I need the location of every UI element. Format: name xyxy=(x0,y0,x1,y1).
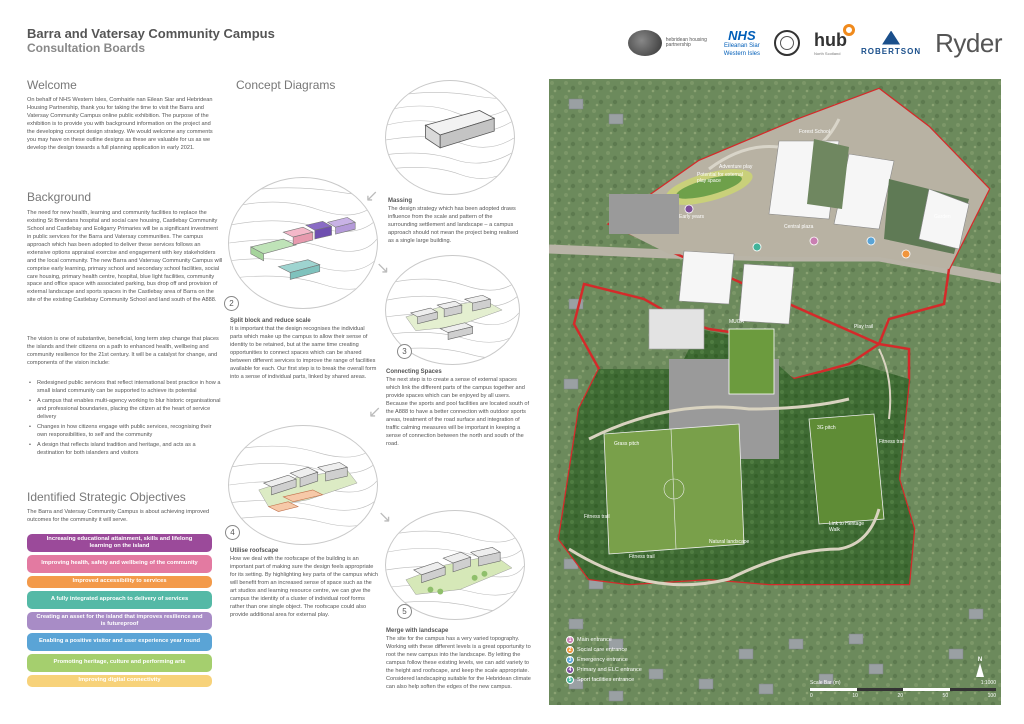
map-label-grass-pitch: Grass pitch xyxy=(614,441,640,447)
nhs-mark: NHS xyxy=(728,28,756,44)
merge-landscape-sketch xyxy=(386,511,524,619)
legend-marker: 4 xyxy=(566,666,574,674)
council-crest-icon xyxy=(774,30,800,56)
legend-item xyxy=(566,656,642,664)
concept-title-4: Utilise roofscape xyxy=(230,548,279,554)
map-label-early-years: Early years xyxy=(679,214,705,220)
robertson-text: ROBERTSON xyxy=(861,46,922,56)
north-arrow-icon xyxy=(976,663,984,677)
hhp-logo xyxy=(628,30,710,56)
concept-text-2: It is important that the design recognises the individual parts which make up the campus to allow their sense of identity to be retained, but at the same time creating opportunities to connect spaces which can be shared between different services to improve the range of facilities available for each. Our first step is to break the overall form into a sense of individual parts, linked by shared areas. xyxy=(230,326,377,380)
vision-item: • Redesigned public services that reflect international best practice in how a small island community can be supported to achieve its potential xyxy=(27,380,223,396)
background-heading: Background xyxy=(27,190,92,204)
map-label-forest-school: Forest School xyxy=(799,129,830,135)
ryder-logo: Ryder xyxy=(935,27,1002,58)
site-plan-map xyxy=(549,79,1001,705)
north-label: N xyxy=(977,657,983,663)
objective-bar: Promoting heritage, culture and performing arts xyxy=(27,654,212,672)
concept-heading: Concept Diagrams xyxy=(236,78,336,92)
legend-item xyxy=(566,646,642,654)
hhp-emblem-icon xyxy=(628,30,662,56)
concept-diagram-2 xyxy=(228,177,378,309)
legend-label: Primary and ELC entrance xyxy=(577,667,642,673)
legend-label: Social care entrance xyxy=(577,647,628,653)
objective-bar: Improving health, safety and wellbeing of the community xyxy=(27,555,212,573)
map-label-adventure-play: Adventure play xyxy=(719,164,753,170)
legend-marker: 5 xyxy=(566,676,574,684)
map-label-link: Link to Heritage Walk xyxy=(829,521,865,533)
hub-sub: North Scotland xyxy=(814,51,841,56)
step-number-3: 3 xyxy=(397,344,412,359)
scale-tick: 50 xyxy=(942,693,949,699)
welcome-text: On behalf of NHS Western Isles, Comhairle nan Eilean Siar and Hebridean Housing Partnership, thank you for taking the time to visit the Barra and Vatersay Community Campus online public exhibition. The purpose of the exhibition is to provide you with background information on the project and the developing concept design strategy. We would welcome any comments you may have on these outline designs as these are valuable for us as we develop the design towards a full planning application in early 2021. xyxy=(27,97,213,151)
step-number-2: 2 xyxy=(224,296,239,311)
scale-tick: 100 xyxy=(987,693,996,699)
arrow-icon: ↙ xyxy=(368,404,382,421)
background-paragraph-2: The vision is one of substantive, beneficial, long term step change that places the islands and their citizens on a path to enhanced health, wellbeing and community resilience for the 21st century. It will be a catalyst for change, and components of the vision include: xyxy=(27,336,219,366)
nhs-sub-1: Eileanan Siar xyxy=(724,43,760,50)
legend-label: Sport facilities entrance xyxy=(577,677,635,683)
page-title: Barra and Vatersay Community Campus xyxy=(27,26,275,41)
legend-marker: 2 xyxy=(566,646,574,654)
map-label-fitness-trail-2: Fitness trail xyxy=(879,439,905,445)
map-label-3g-pitch: 3G pitch xyxy=(817,425,836,431)
north-arrow xyxy=(976,657,984,677)
legend-item xyxy=(566,676,642,684)
robertson-mark-icon xyxy=(882,31,900,45)
vision-item: • A campus that enables multi-agency working to blur historic organisational and professional boundaries, placing the citizen at the heart of service delivery xyxy=(27,398,223,422)
arrow-icon: ↙ xyxy=(365,188,379,205)
hub-mark: hub xyxy=(814,30,848,50)
scale-label: Scale Bar (m) xyxy=(810,680,841,686)
objectives-list xyxy=(27,534,212,690)
vision-item: • A design that reflects island tradition and heritage, and acts as a destination for both islanders and visitors xyxy=(27,442,223,458)
scale-tick: 20 xyxy=(897,693,903,699)
map-label-garden: Garden xyxy=(934,214,951,220)
roofscape-sketch xyxy=(229,426,377,544)
hhp-logo-text: hebridean housing partnership xyxy=(665,36,707,48)
nhs-logo xyxy=(724,28,760,57)
objectives-intro: The Barra and Vatersay Community Campus is about achieving improved outcomes for the community it will serve. xyxy=(27,509,210,523)
arrow-icon: ↘ xyxy=(378,509,392,526)
concept-text-1: The design strategy which has been adopted draws influence from the scale and pattern of the surrounding settlement and landscape – a campus approach should not mean the project being realised as a single large building. xyxy=(388,206,519,244)
arrow-icon: ↘ xyxy=(376,260,390,277)
legend-label: Main entrance xyxy=(577,637,612,643)
welcome-heading: Welcome xyxy=(27,78,77,92)
objective-bar: Improved accessibility to services xyxy=(27,576,212,588)
page-subtitle: Consultation Boards xyxy=(27,41,146,55)
legend-marker: 3 xyxy=(566,656,574,664)
concept-text-4: How we deal with the roofscape of the building is an important part of making sure the design feels appropriate for its setting. By highlighting key parts of the campus which will benefit from an increased sense of space such as the art studios and learning resource centre, we can give the campus the identity of a cluster of individual roof forms rather than one single object. The roofscape could also provide additional area for external play. xyxy=(230,556,378,618)
scale-ratio: 1:1000 xyxy=(980,680,996,686)
legend-marker: 1 xyxy=(566,636,574,644)
massing-sketch xyxy=(386,81,514,194)
scale-tick: 10 xyxy=(852,693,858,699)
objective-bar: A fully integrated approach to delivery of services xyxy=(27,591,212,609)
vision-item: • Changes in how citizens engage with public services, recognising their own responsibilities, to self and the community xyxy=(27,424,223,440)
scale-bar xyxy=(810,680,996,699)
objectives-heading: Identified Strategic Objectives xyxy=(27,490,186,504)
legend-item xyxy=(566,666,642,674)
step-number-5: 5 xyxy=(397,604,412,619)
concept-diagram-4 xyxy=(228,425,378,545)
hub-dot-icon xyxy=(843,24,855,36)
map-label-fitness-trail-3: Fitness trail xyxy=(584,514,610,520)
map-label-fitness-trail-1: Fitness trail xyxy=(629,554,655,560)
concept-title-5: Merge with landscape xyxy=(386,628,449,634)
background-paragraph-1: The need for new health, learning and community facilities to replace the existing St Brendans hospital and social care housing, Castlebay Community School and Castlebay and Eoligarry Primaries will be a significant investment in public services for the Barra and Vatersay communities. The campus approach which has been adopted to deliver these services follows an extensive options appraisal exercise and engagement with key stakeholders and the local community. The new Barra and Vatersay Community Campus will comprise early learning, primary school and secondary school facilities, social care housing, primary health centre, hospital, blue light facilities, community space and office space with associated parking, bus drop off and provision of external landscape and sports spaces in the Castlebay area of Barra on the site of the existing Castlebay Community School and land south of the A888. xyxy=(27,210,223,304)
map-label-natural-landscape: Natural landscape xyxy=(709,539,750,545)
concept-text-5: The site for the campus has a very varied topography. Working with these different levels is a great opportunity to root the new campus into the landscape. By letting the campus follow these existing levels, we can add variety to the height and roofscape, and keep the scale appropriate. Considered landscaping suitable for the Hebridean climate can also help soften the edges of the new campus. xyxy=(386,636,531,690)
concept-title-3: Connecting Spaces xyxy=(386,369,442,375)
objective-bar: Creating an asset for the island that improves resilience and is futureproof xyxy=(27,612,212,630)
legend-label: Emergency entrance xyxy=(577,657,628,663)
site-plan-drawing xyxy=(549,79,1001,705)
step-number-4: 4 xyxy=(225,525,240,540)
map-label-central-plaza: Central plaza xyxy=(784,224,814,230)
split-block-sketch xyxy=(229,178,377,308)
robertson-logo xyxy=(861,31,921,56)
hub-logo xyxy=(814,30,847,56)
scale-tick: 0 xyxy=(810,693,813,699)
map-label-muga: MUGA xyxy=(729,319,744,325)
concept-text-3: The next step is to create a sense of external spaces which link the different parts of the campus together and provide spaces which can be enjoyed by all users. Because the sports and pool facilities are located south of the A888 to have a better connection with outdoor sports areas, treatment of the road surface and integration of traffic calming measures will be important in keeping a sense of connection between the north and south of the road. xyxy=(386,377,530,447)
concept-diagram-1 xyxy=(385,80,515,195)
objective-bar: Enabling a positive visitor and user experience year round xyxy=(27,633,212,651)
legend-item xyxy=(566,636,642,644)
objective-bar: Increasing educational attainment, skills and lifelong learning on the island xyxy=(27,534,212,552)
objective-bar: Improving digital connectivity xyxy=(27,675,212,687)
map-legend xyxy=(566,636,642,686)
concept-title-2: Split block and reduce scale xyxy=(230,318,311,324)
vision-list xyxy=(27,380,223,459)
concept-title-1: Massing xyxy=(388,198,413,204)
nhs-sub-2: Western Isles xyxy=(723,50,761,57)
partner-logos xyxy=(628,18,1002,68)
map-label-play-trail: Play trail xyxy=(854,324,874,330)
scale-bar-graphic xyxy=(810,688,996,691)
map-label-potential-play: Potential for external play space xyxy=(697,172,743,184)
